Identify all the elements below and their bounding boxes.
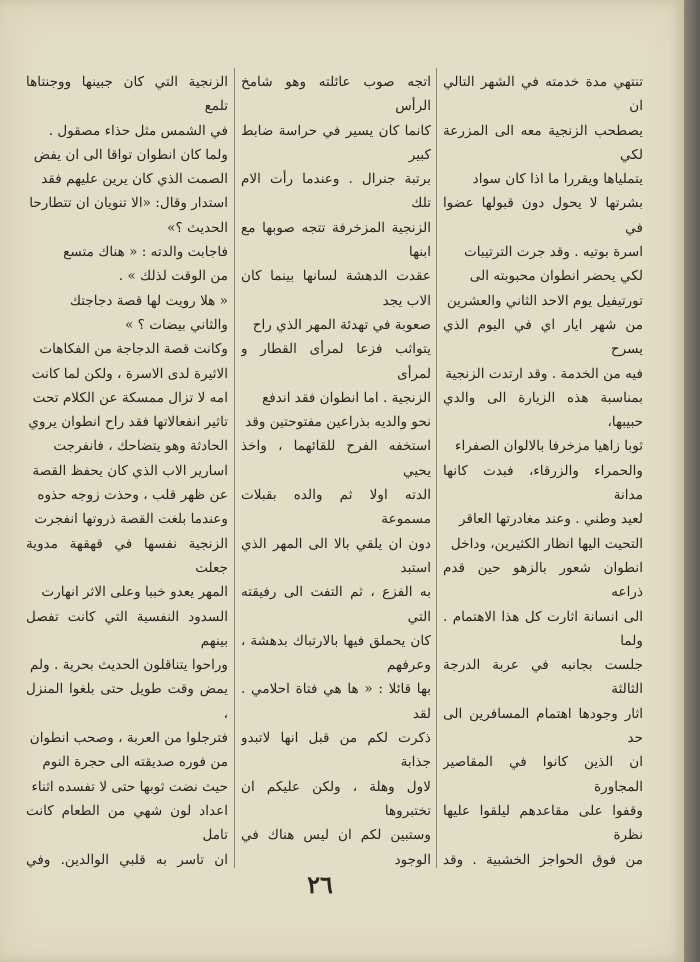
text-column-right [443,70,643,870]
column-text: تنتهي مدة خدمته في الشهر التالي ان يصطحب الزنجية معه الى المزرعة لكي يتملياها ويقررا ما اذا كان سواد بشرتها لا يحول دون قبولها عضوا في اسرة بوتيه . وقد جرت الترتيبات لكي يحضر انطوان محبوبته الى تورتيفيل يوم الاحد الثاني والعشرين من شهر ايار اي في اليوم الذي يسرح فيه من الخدمة . وقد ارتدت الزنجية بمناسبة هذه الزيارة الى والدي حبيبها، ثوبا زاهيا مزخرفا بالالوان الصفراء والحمراء والزرقاء، فبدت كانها مدانة لعيد وطني . وعند مغادرتها العاقر التحيت اليها انظار الكثيرين، وداخل انطوان شعور بالزهو حين قدم ذراعه الى انسانة اثارت كل هذا الاهتمام . ولما جلست بجانبه في عربة الدرجة الثالثة اثار وجودها اهتمام المسافرين الى حد ان الذين كانوا في المقاصير المجاورة وقفوا على مقاعدهم ليلقوا عليها نظرة من فوق الحواجز الخشبية . وقد [443,74,643,868]
column-text: اتجه صوب عائلته وهو شامخ الرأس كانما كان يسير في حراسة ضابط كبير برتبة جنرال . وعندما رأت الام تلك الزنجية المزخرفة تتجه صوبها مع ابنها عقدت الدهشة لسانها بينما كان الاب يجد صعوبة في تهدئة المهر الذي راح يتواثب فزعا لمرأى القطار و لمرأى الزنجية . اما انطوان فقد اندفع نحو والديه بذراعين مفتوحتين وقد استخفه الفرح للقائهما ، واخذ يحيي الدته اولا ثم والده بقبلات مسموعة دون ان يلقي بالا الى المهر الذي استبد به الفزع ، ثم التفت الى رفيقته التي كان يحملق فيها بالارتباك بدهشة ، وعرفهم بها قائلا : « ها هي فتاة احلامي . لقد ذكرت لكم من قبل انها لاتبدو جذابة لاول وهلة ، ولكن عليكم ان تختبروها وستبين لكم ان ليس هناك في الوجود [241,74,431,868]
page-number: ٢٦ [307,870,333,899]
column-text: الزنجية التي كان جبينها ووجنتاها تلمع في الشمس مثل حذاء مصقول . ولما كان انطوان تواقا الى ان يفض الصمت الذي كان يرين عليهم فقد استدار وقال: «الا تنويان ان تتطارحا الحديث ؟» فاجابت والدته : « هناك متسع من الوقت لذلك » . « هلا رويت لها قصة دجاجتك والثاني بيضات ؟ » وكانت قصة الدجاجة من الفكاهات الاثيرة لدى الاسرة ، ولكن لما كانت امه لا تزال ممسكة عن الكلام تحت تاثير انفعالاتها فقد راح انطوان يروي الحادثة وهو يتضاحك ، فانفرجت اسارير الاب الذي كان يحفظ القصة عن ظهر قلب ، وحذت زوجه حذوه وعندما بلغت القصة ذروتها انفجرت الزنجية نفسها في قهقهة مدوية جعلت المهر يعدو خببا وعلى الاثر انهارت السدود النفسية التي كانت تفصل بينهم وراحوا يتناقلون الحديث بحرية . ولم يمض وقت طويل حتى بلغوا المنزل ، فترجلوا من العربة ، وصحب انطوان من فوره صديقته الى حجرة النوم حيث نضت ثوبها حتى لا تفسده اثناء اعداد لون شهي من الطعام كانت تامل ان تاسر به قلبي الوالدين. وفي [26,74,228,868]
text-column-middle [241,70,431,870]
column-divider [436,68,437,868]
text-column-left [26,70,228,870]
column-divider [234,68,235,868]
book-edge [684,0,700,962]
